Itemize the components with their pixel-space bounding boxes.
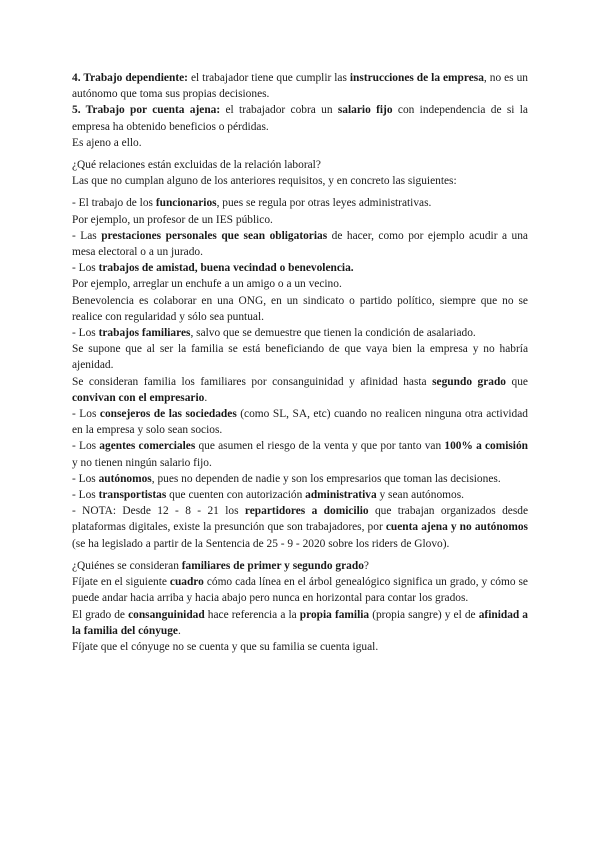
- bold-text: 4. Trabajo dependiente:: [72, 72, 188, 84]
- text-run: - Los: [72, 440, 100, 453]
- paragraph: [72, 228, 528, 260]
- bold-text: trabajos familiares: [98, 327, 191, 340]
- text-run: .: [204, 391, 208, 404]
- text-run: , no es un autónomo que toma sus propias decisiones.: [72, 72, 528, 101]
- bold-text: autónomos: [98, 472, 152, 485]
- paragraph: [72, 173, 528, 189]
- bold-text: consanguinidad: [128, 608, 205, 621]
- text-run: - El trabajo de los: [72, 197, 156, 210]
- text-run: ¿Quiénes se consideran: [72, 559, 182, 572]
- bold-text: familiares de primer y segundo grado: [181, 559, 364, 572]
- text-run: - Los: [72, 489, 99, 502]
- text-run: , pues se regula por otras leyes administrativas.: [216, 197, 432, 210]
- paragraph: [72, 639, 528, 655]
- bold-text: cuenta ajena y no autónomos: [385, 521, 528, 534]
- bold-text: transportistas: [98, 489, 167, 502]
- bold-text: salario fijo: [337, 104, 393, 117]
- paragraph: [72, 406, 528, 438]
- bold-text: agentes comerciales: [99, 440, 196, 453]
- bold-text: segundo grado: [432, 375, 507, 388]
- text-run: que trabajan organizados desde plataformas digitales, existe la presunción que son trabajadores, por: [72, 505, 529, 534]
- paragraph: [72, 487, 528, 503]
- paragraph: [72, 195, 528, 211]
- paragraph: [72, 276, 528, 292]
- text-run: cómo cada línea en el árbol genealógico significa un grado, y cómo se puede andar hacia arriba y hacia abajo pero nunca en horizontal para contar los grados.: [72, 576, 528, 605]
- paragraph: [72, 503, 528, 552]
- paragraph: [72, 70, 528, 102]
- bold-text: consejeros de las sociedades: [99, 408, 237, 421]
- text-run: .: [178, 624, 181, 637]
- paragraph: [72, 212, 528, 228]
- text-run: el trabajador tiene que cumplir las: [187, 72, 350, 84]
- text-run: (se ha legislado a partir de la Sentencia de 25 - 9 - 2020 sobre los riders de Glovo).: [72, 537, 450, 550]
- text-run: hace referencia a la: [204, 608, 300, 621]
- text-run: Por ejemplo, arreglar un enchufe a un amigo o a un vecino.: [72, 278, 342, 291]
- text-run: - NOTA: Desde 12 - 8 - 21 los: [72, 505, 245, 518]
- text-run: Se consideran familia los familiares por consanguinidad y afinidad hasta: [72, 375, 433, 388]
- text-run: - Los: [72, 262, 99, 275]
- text-run: que: [506, 375, 528, 388]
- paragraph: [72, 135, 528, 151]
- paragraph: [72, 102, 528, 134]
- text-run: Es ajeno a ello.: [72, 136, 142, 149]
- text-run: (propia sangre) y el de: [369, 608, 479, 621]
- text-run: el trabajador cobra un: [220, 104, 338, 117]
- text-run: Por ejemplo, un profesor de un IES público.: [72, 213, 273, 226]
- text-run: que cuenten con autorización: [166, 489, 306, 502]
- text-run: con independencia de si la empresa ha obtenido beneficios o pérdidas.: [72, 104, 528, 133]
- text-run: y sean autónomos.: [376, 489, 464, 502]
- text-run: - Las: [72, 229, 102, 242]
- paragraph: [72, 574, 528, 606]
- paragraph: [72, 293, 528, 325]
- paragraph: [72, 471, 528, 487]
- text-run: Fíjate en el siguiente: [72, 576, 170, 589]
- bold-text: propia familia: [299, 608, 370, 621]
- text-run: , pues no dependen de nadie y son los empresarios que toman las decisiones.: [151, 472, 501, 485]
- text-run: , salvo que se demuestre que tienen la condición de asalariado.: [190, 327, 476, 340]
- bold-text: prestaciones personales que sean obligatorias: [101, 229, 328, 242]
- document-body: [72, 70, 528, 655]
- text-run: El grado de: [72, 608, 129, 621]
- bold-text: convivan con el empresario: [72, 391, 205, 404]
- paragraph: [72, 341, 528, 373]
- text-run: Fíjate que el cónyuge no se cuenta y que su familia se cuenta igual.: [72, 640, 379, 653]
- text-run: que asumen el riesgo de la venta y que por tanto van: [195, 440, 445, 453]
- paragraph: [72, 374, 528, 406]
- bold-text: administrativa: [305, 489, 377, 502]
- text-run: Benevolencia es colaborar en una ONG, en un sindicato o partido político, siempre que no se realice con regularidad y sólo sea puntual.: [72, 294, 528, 323]
- text-run: (como SL, SA, etc) cuando no realicen ninguna otra actividad en la empresa y solo sean socios.: [72, 408, 528, 437]
- paragraph: [72, 438, 528, 470]
- bold-text: trabajos de amistad, buena vecindad o benevolencia.: [98, 262, 354, 275]
- text-run: Se supone que al ser la familia se está beneficiando de que vaya bien la empresa y no habría ajenidad.: [72, 343, 528, 372]
- bold-text: cuadro: [169, 576, 204, 589]
- text-run: - Los: [72, 408, 100, 421]
- bold-text: 100% a comisión: [444, 440, 528, 453]
- text-run: ¿Qué relaciones están excluidas de la relación laboral?: [72, 159, 321, 172]
- bold-text: instrucciones de la empresa: [349, 72, 484, 84]
- bold-text: repartidores a domicilio: [244, 505, 369, 518]
- text-run: ?: [363, 559, 369, 572]
- paragraph: [72, 607, 528, 639]
- bold-text: afinidad a la familia del cónyuge: [72, 608, 529, 637]
- text-run: Las que no cumplan alguno de los anteriores requisitos, y en concreto las siguientes:: [72, 175, 457, 188]
- paragraph: [72, 260, 528, 276]
- bold-text: 5. Trabajo por cuenta ajena:: [72, 104, 221, 117]
- paragraph: [72, 157, 528, 173]
- text-run: - Los: [72, 472, 99, 485]
- bold-text: funcionarios: [155, 197, 217, 210]
- paragraph: [72, 325, 528, 341]
- text-run: y no tienen ningún salario fijo.: [72, 456, 212, 469]
- paragraph: [72, 558, 528, 574]
- text-run: de hacer, como por ejemplo acudir a una mesa electoral o a un jurado.: [72, 229, 528, 259]
- text-run: - Los: [72, 327, 99, 340]
